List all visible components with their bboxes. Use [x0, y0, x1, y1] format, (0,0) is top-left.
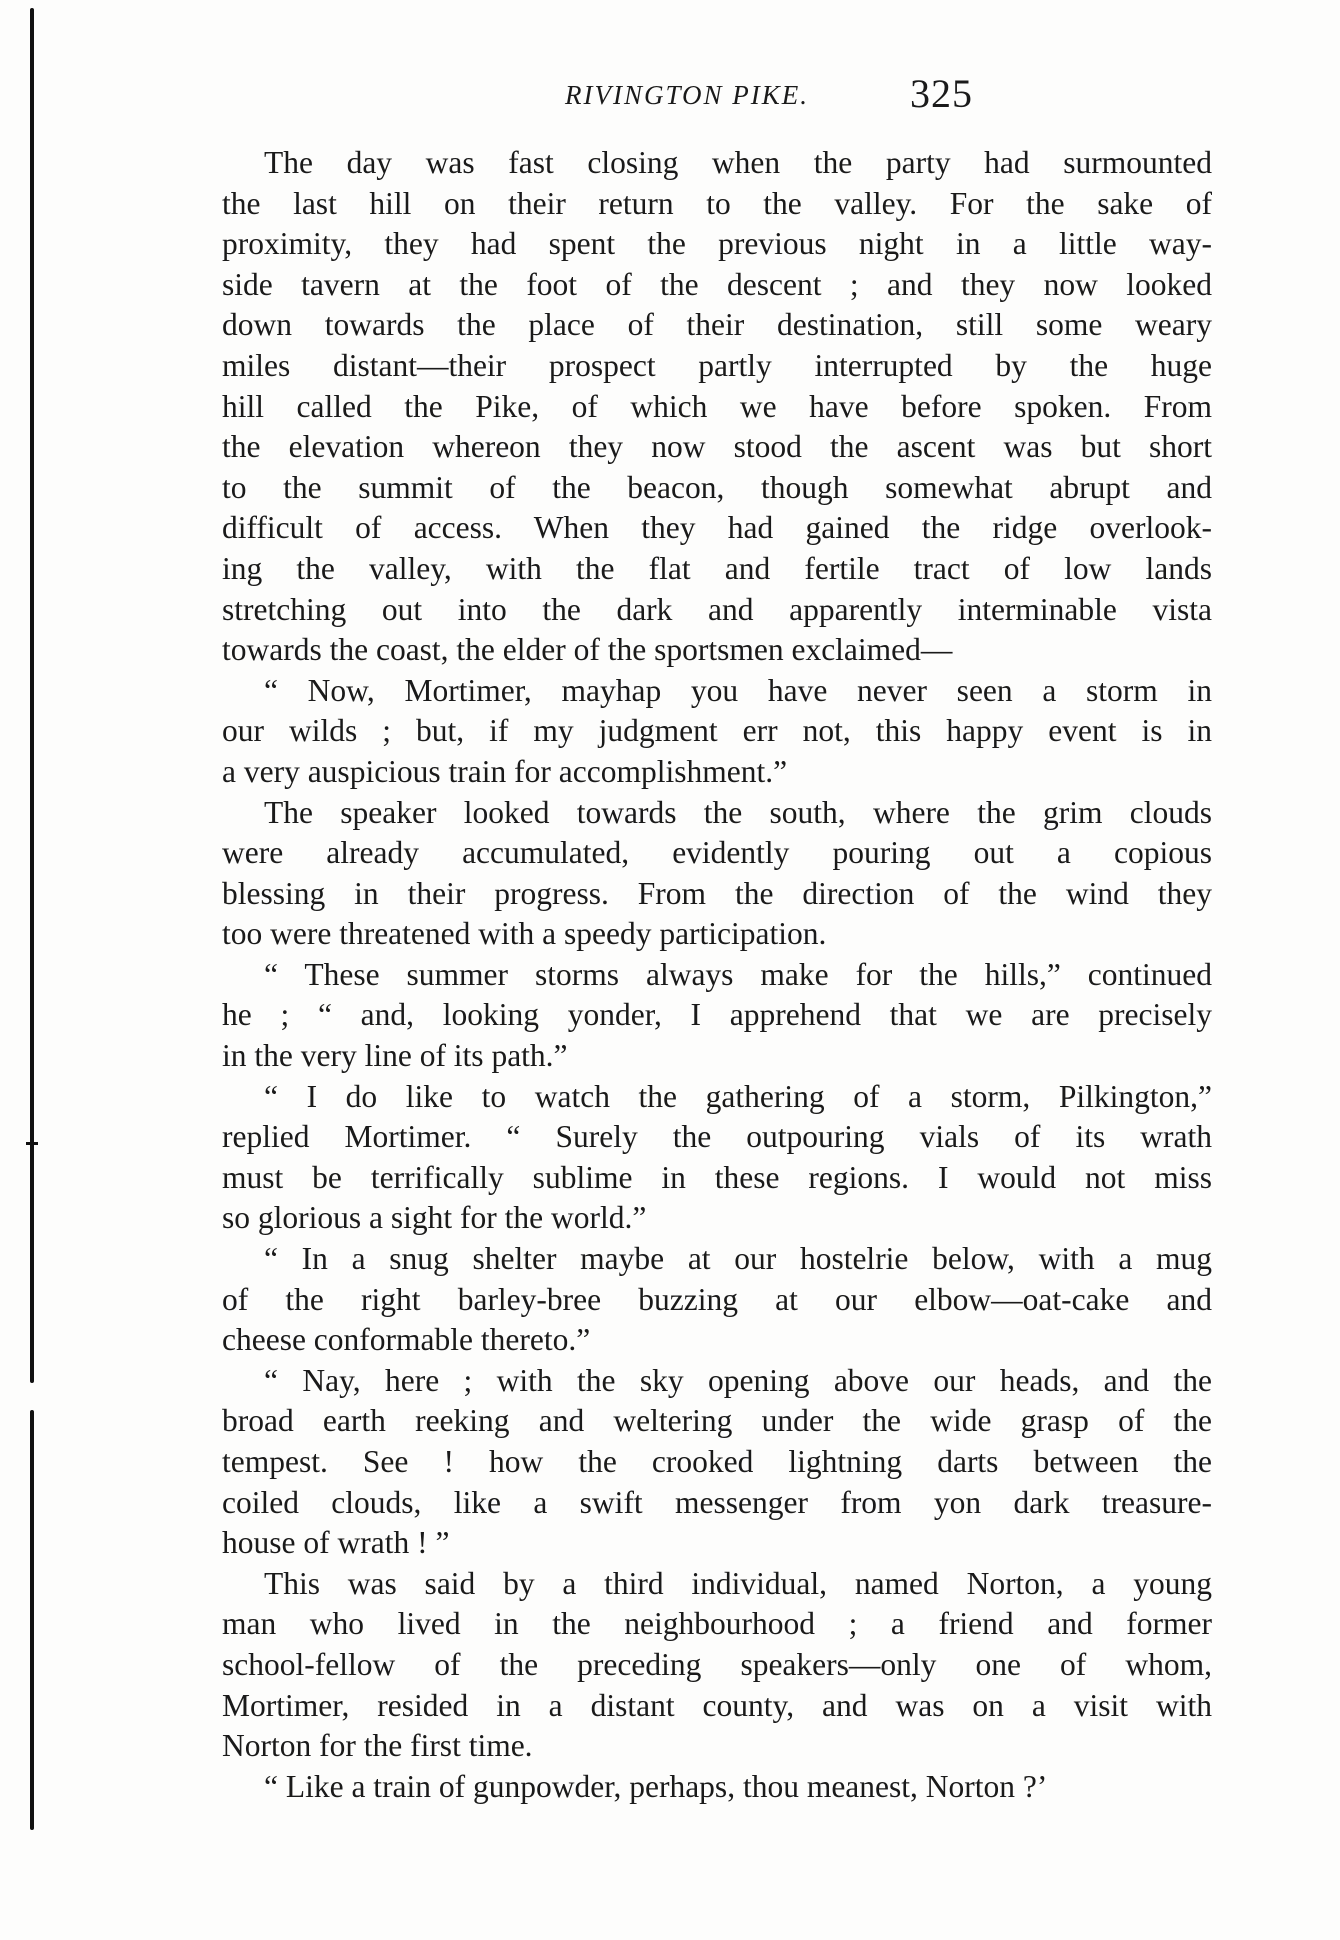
- binding-edge-line: [30, 8, 34, 1383]
- text-line: “ In a snug shelter maybe at our hostelrie below, with a mug: [264, 1241, 1212, 1277]
- text-line: side tavern at the foot of the descent ; and they now looked: [222, 266, 1212, 302]
- text-line: replied Mortimer. “ Surely the outpouring vials of its wrath: [222, 1119, 1212, 1155]
- text-line: The speaker looked towards the south, where the grim clouds: [264, 794, 1212, 830]
- text-line: miles distant—their prospect partly interrupted by the huge: [222, 347, 1212, 383]
- text-line: the elevation whereon they now stood the ascent was but short: [222, 429, 1212, 465]
- running-head: RIVINGTON PIKE.: [565, 80, 809, 110]
- text-line: This was said by a third individual, named Norton, a young: [264, 1565, 1212, 1601]
- text-line: “ Like a train of gunpowder, perhaps, thou meanest, Norton ?’: [264, 1768, 1048, 1804]
- page-header: [220, 70, 1200, 130]
- text-line: in the very line of its path.”: [222, 1038, 568, 1074]
- binding-edge-tick: [26, 1142, 38, 1145]
- text-line: he ; “ and, looking yonder, I apprehend that we are precisely: [222, 997, 1212, 1033]
- text-line: The day was fast closing when the party had surmounted: [264, 145, 1212, 180]
- text-line: proximity, they had spent the previous night in a little way-: [222, 226, 1212, 262]
- text-line: house of wrath ! ”: [222, 1525, 450, 1561]
- text-line: must be terrifically sublime in these regions. I would not miss: [222, 1159, 1212, 1195]
- text-line: broad earth reeking and weltering under the wide grasp of the: [222, 1403, 1212, 1439]
- text-line: stretching out into the dark and apparently interminable vista: [222, 591, 1212, 627]
- text-line: our wilds ; but, if my judgment err not, this happy event is in: [222, 713, 1212, 749]
- text-line: blessing in their progress. From the direction of the wind they: [222, 875, 1212, 911]
- text-line: hill called the Pike, of which we have before spoken. From: [222, 388, 1212, 424]
- text-line: a very auspicious train for accomplishment.”: [222, 753, 788, 789]
- text-line: so glorious a sight for the world.”: [222, 1200, 647, 1236]
- body-text: [222, 143, 1212, 1807]
- text-line: “ Now, Mortimer, mayhap you have never seen a storm in: [264, 672, 1212, 708]
- binding-edge-line: [30, 1410, 34, 1830]
- text-line: “ Nay, here ; with the sky opening above our heads, and the: [264, 1362, 1212, 1398]
- text-line: to the summit of the beacon, though somewhat abrupt and: [222, 469, 1212, 505]
- text-line: Mortimer, resided in a distant county, and was on a visit with: [222, 1687, 1212, 1723]
- text-line: man who lived in the neighbourhood ; a friend and former: [222, 1606, 1212, 1642]
- text-line: towards the coast, the elder of the sportsmen exclaimed—: [222, 632, 953, 668]
- text-line: tempest. See ! how the crooked lightning darts between the: [222, 1444, 1212, 1479]
- page-number: 325: [910, 71, 973, 116]
- text-line: too were threatened with a speedy participation.: [222, 916, 827, 952]
- text-line: “ These summer storms always make for the hills,” continued: [264, 956, 1212, 992]
- text-line: the last hill on their return to the valley. For the sake of: [222, 185, 1212, 221]
- text-line: difficult of access. When they had gained the ridge overlook-: [222, 510, 1212, 546]
- text-line: were already accumulated, evidently pouring out a copious: [222, 835, 1212, 871]
- text-line: coiled clouds, like a swift messenger from yon dark treasure-: [222, 1484, 1212, 1520]
- text-line: school-fellow of the preceding speakers—only one of whom,: [222, 1646, 1212, 1682]
- text-line: ing the valley, with the flat and fertile tract of low lands: [222, 550, 1212, 586]
- text-line: cheese conformable thereto.”: [222, 1322, 591, 1358]
- text-line: “ I do like to watch the gathering of a storm, Pilkington,”: [264, 1078, 1212, 1114]
- text-line: Norton for the first time.: [222, 1728, 533, 1764]
- text-line: of the right barley-bree buzzing at our elbow—oat-cake and: [222, 1281, 1212, 1317]
- text-line: down towards the place of their destination, still some weary: [222, 307, 1212, 343]
